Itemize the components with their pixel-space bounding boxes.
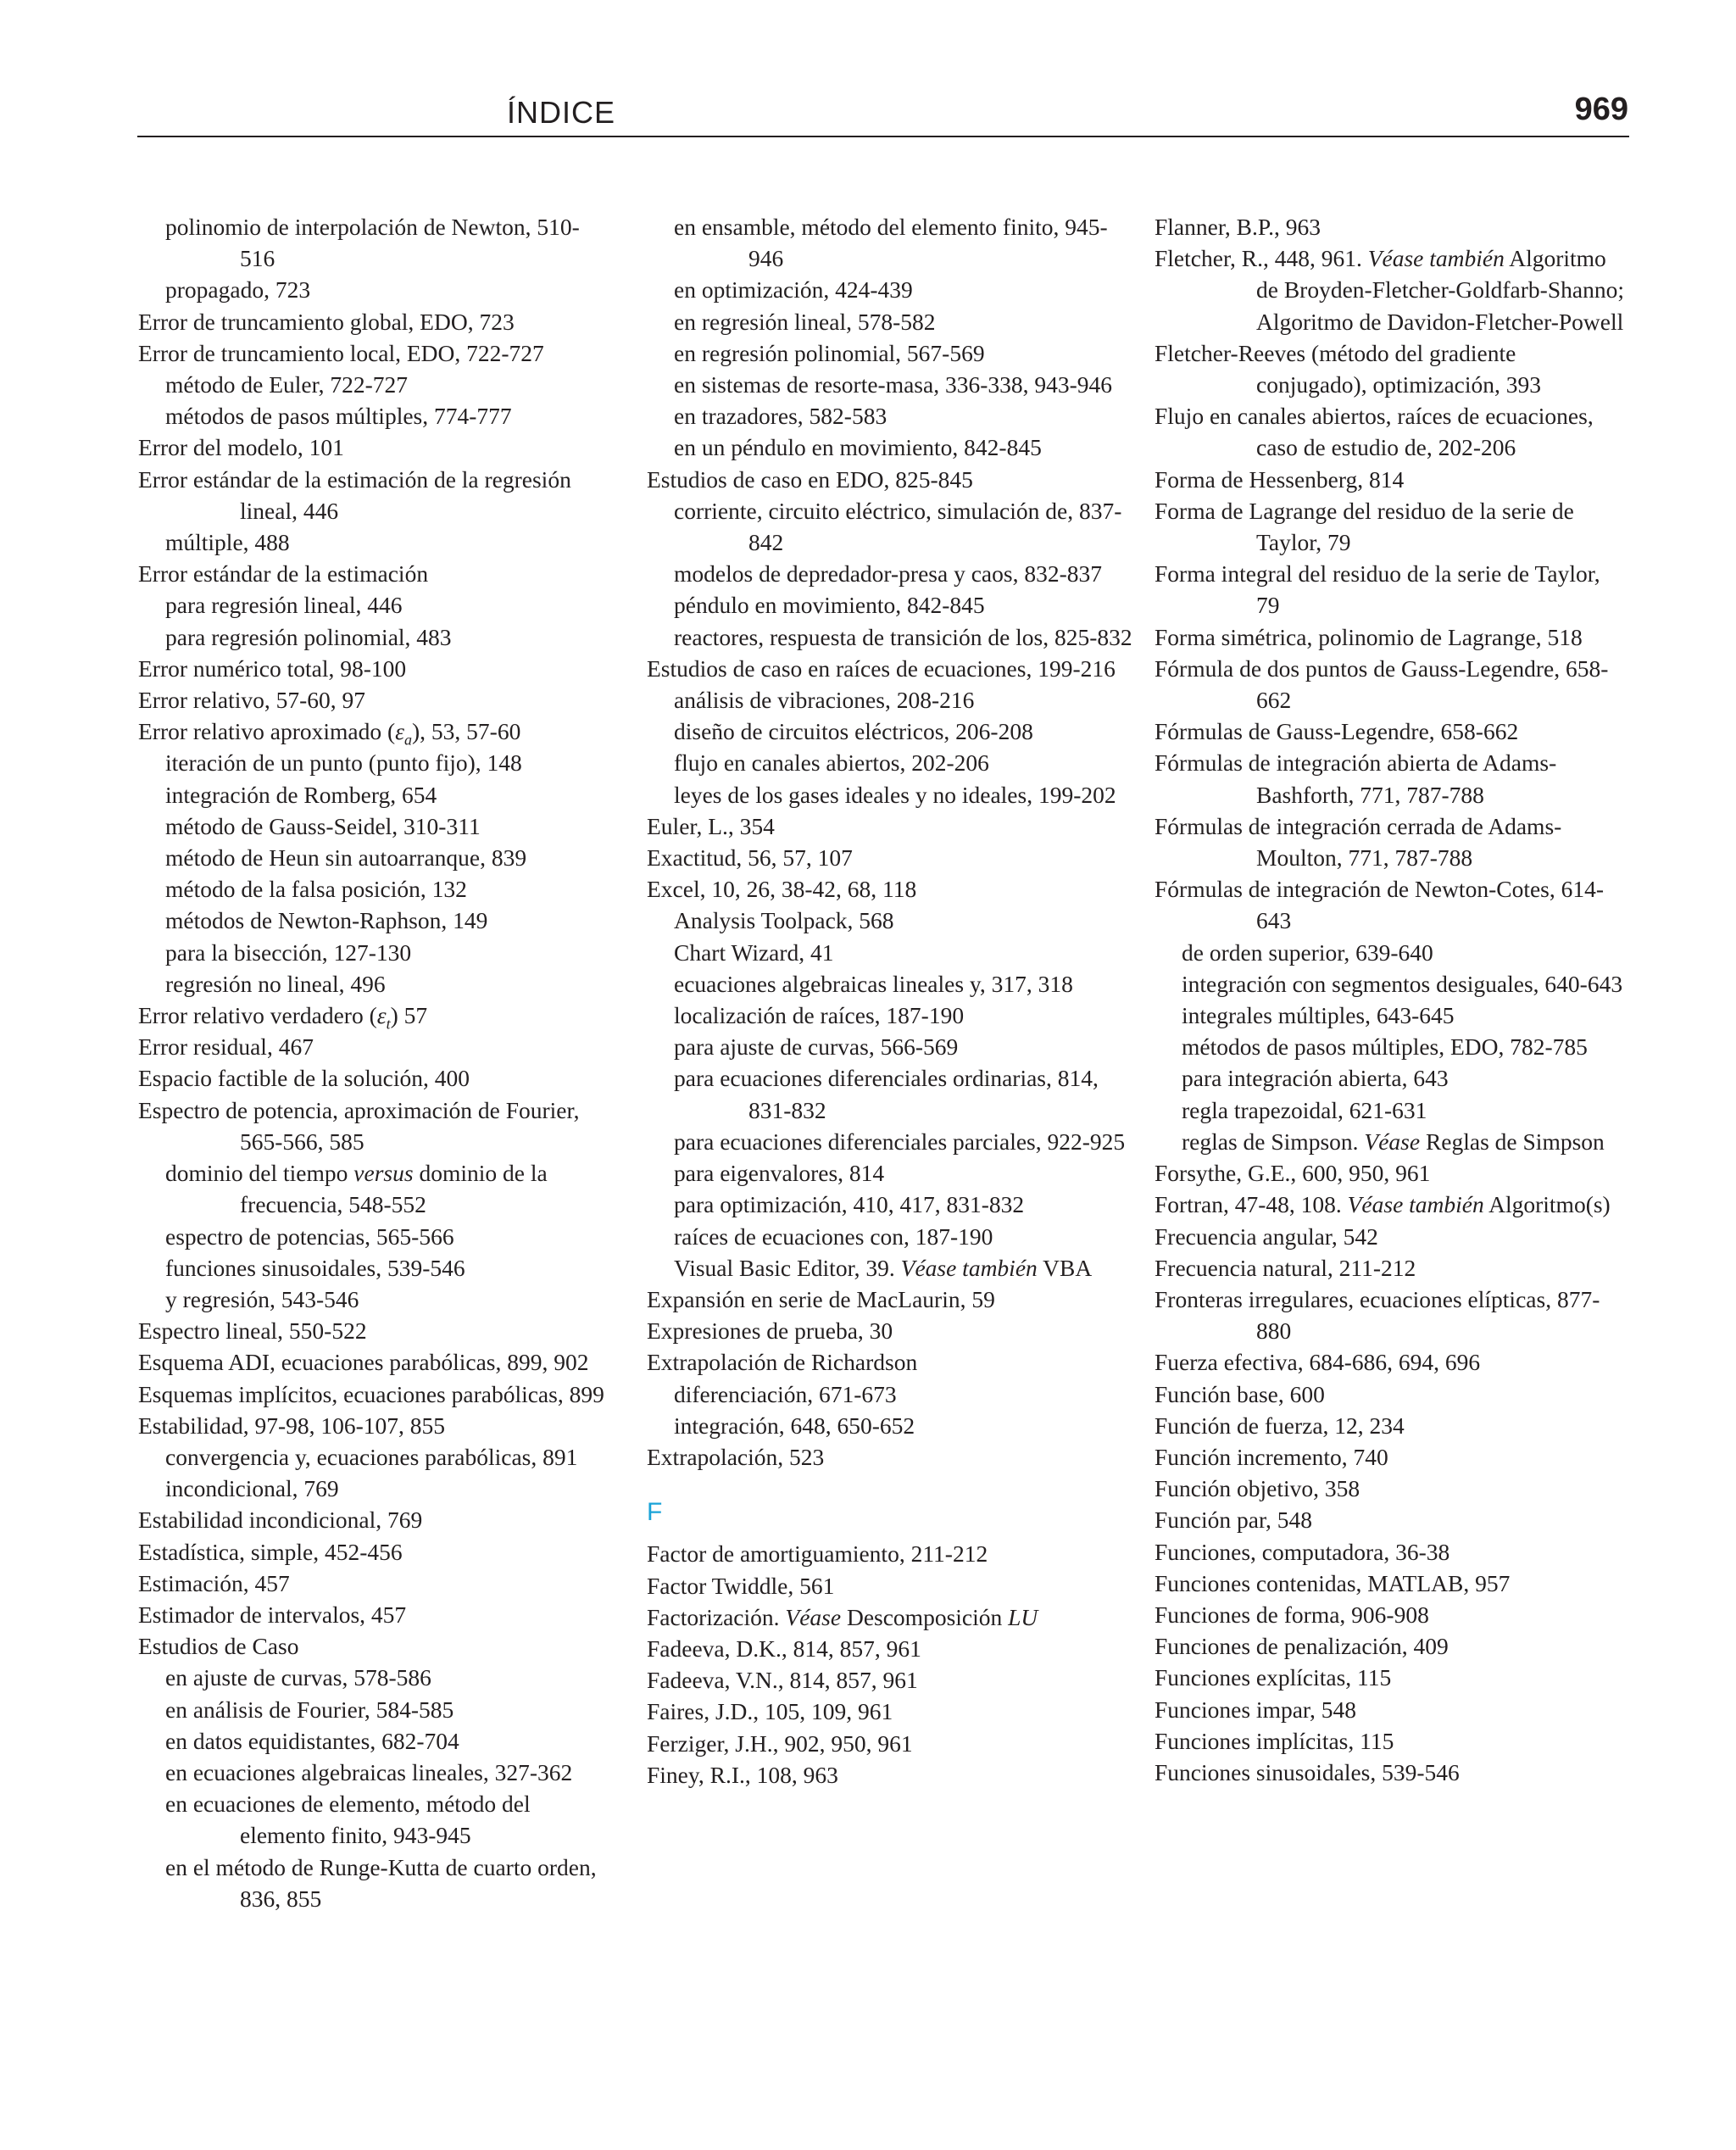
index-subentry: y regresión, 543-546 bbox=[165, 1285, 359, 1312]
index-subentry: regla trapezoidal, 621-631 bbox=[1182, 1096, 1427, 1123]
index-entry: Finey, R.I., 108, 963 bbox=[647, 1761, 838, 1788]
index-entry: Error del modelo, 101 bbox=[138, 434, 344, 461]
index-subentry: en un péndulo en movimiento, 842-845 bbox=[674, 434, 1042, 461]
index-entry: Exactitud, 56, 57, 107 bbox=[647, 844, 853, 872]
index-entry: Funciones, computadora, 36-38 bbox=[1155, 1538, 1450, 1565]
index-entry: Error de truncamiento local, EDO, 722-727 bbox=[138, 339, 544, 366]
index-entry: Estabilidad incondicional, 769 bbox=[138, 1507, 423, 1534]
index-entry: Error residual, 467 bbox=[138, 1033, 314, 1061]
index-subentry: en ensamble, método del elemento finito, 945-946 bbox=[674, 214, 1108, 272]
index-subentry: en análisis de Fourier, 584-585 bbox=[165, 1696, 454, 1723]
index-entry: Espacio factible de la solución, 400 bbox=[138, 1065, 470, 1092]
index-subentry: para ecuaciones diferenciales ordinarias, 814, 831-832 bbox=[674, 1065, 1099, 1123]
index-subentry: leyes de los gases ideales y no ideales, 199-202 bbox=[674, 781, 1116, 808]
index-subentry: en regresión polinomial, 567-569 bbox=[674, 339, 985, 366]
index-entry: Forma de Lagrange del residuo de la serie de Taylor, 79 bbox=[1155, 497, 1574, 556]
index-entry: Frecuencia natural, 211-212 bbox=[1155, 1254, 1416, 1281]
index-subentry: Visual Basic Editor, 39. Véase también VBA bbox=[674, 1254, 1093, 1281]
index-column-2 bbox=[647, 211, 1138, 1791]
index-entry: Extrapolación de Richardson bbox=[647, 1349, 918, 1376]
index-subentry: para eigenvalores, 814 bbox=[674, 1160, 885, 1187]
italic-text: Véase bbox=[1364, 1128, 1421, 1155]
header-title: ÍNDICE bbox=[507, 95, 616, 130]
italic-text: LU bbox=[1008, 1603, 1038, 1630]
index-entry: Euler, L., 354 bbox=[647, 812, 775, 839]
index-entry: Estudios de Caso bbox=[138, 1633, 299, 1660]
page-number: 969 bbox=[1574, 92, 1628, 127]
index-entry: Funciones contenidas, MATLAB, 957 bbox=[1155, 1569, 1511, 1596]
index-entry: Esquema ADI, ecuaciones parabólicas, 899, 902 bbox=[138, 1349, 589, 1376]
index-subentry: en optimización, 424-439 bbox=[674, 276, 913, 304]
index-subentry: en trazadores, 582-583 bbox=[674, 403, 887, 430]
index-entry: Expansión en serie de MacLaurin, 59 bbox=[647, 1285, 995, 1312]
index-subentry: convergencia y, ecuaciones parabólicas, 891 bbox=[165, 1443, 578, 1470]
index-subentry: en ecuaciones de elemento, método del elemento finito, 943-945 bbox=[165, 1791, 531, 1849]
index-subentry: regresión no lineal, 496 bbox=[165, 970, 386, 997]
index-entry: Función par, 548 bbox=[1155, 1507, 1313, 1534]
index-entry: Estimación, 457 bbox=[138, 1569, 290, 1596]
index-subentry: reglas de Simpson. Véase Reglas de Simpson bbox=[1182, 1128, 1605, 1155]
index-entry: Fórmulas de integración abierta de Adams-Bashforth, 771, 787-788 bbox=[1155, 749, 1557, 808]
index-entry: Función incremento, 740 bbox=[1155, 1443, 1388, 1470]
header-rule bbox=[137, 136, 1629, 137]
index-subentry: para la bisección, 127-130 bbox=[165, 939, 412, 966]
index-subentry: diseño de circuitos eléctricos, 206-208 bbox=[674, 718, 1033, 745]
index-entry: Factor Twiddle, 561 bbox=[647, 1572, 835, 1599]
index-subentry: propagado, 723 bbox=[165, 276, 311, 304]
index-subentry: reactores, respuesta de transición de los, 825-832 bbox=[674, 623, 1132, 650]
index-subentry: corriente, circuito eléctrico, simulación de, 837-842 bbox=[674, 497, 1122, 556]
index-subentry: métodos de pasos múltiples, EDO, 782-785 bbox=[1182, 1033, 1588, 1061]
index-subentry: para ajuste de curvas, 566-569 bbox=[674, 1033, 959, 1061]
index-subentry: método de Gauss-Seidel, 310-311 bbox=[165, 812, 481, 839]
index-subentry: integración con segmentos desiguales, 640-643 bbox=[1182, 970, 1623, 997]
index-entry: Fortran, 47-48, 108. Véase también Algoritmo(s) bbox=[1155, 1191, 1611, 1218]
index-entry: Flanner, B.P., 963 bbox=[1155, 214, 1321, 240]
index-subentry: funciones sinusoidales, 539-546 bbox=[165, 1254, 465, 1281]
index-entry: Fletcher, R., 448, 961. Véase también Algoritmo de Broyden-Fletcher-Goldfarb-Shanno; Algoritmo de Davidon-Fletcher-Powell bbox=[1155, 245, 1624, 335]
index-entry: Estimador de intervalos, 457 bbox=[138, 1601, 407, 1628]
index-entry: Esquemas implícitos, ecuaciones parabólicas, 899 bbox=[138, 1380, 604, 1407]
index-entry: Funciones explícitas, 115 bbox=[1155, 1664, 1392, 1691]
index-subentry: en el método de Runge-Kutta de cuarto orden, 836, 855 bbox=[165, 1853, 597, 1912]
italic-text: Véase bbox=[785, 1603, 842, 1630]
index-entry: Expresiones de prueba, 30 bbox=[647, 1317, 893, 1345]
index-column-1 bbox=[138, 211, 613, 1914]
index-subentry: método de Heun sin autoarranque, 839 bbox=[165, 844, 527, 872]
index-subentry: polinomio de interpolación de Newton, 510-516 bbox=[165, 214, 580, 272]
index-subentry: en regresión lineal, 578-582 bbox=[674, 308, 936, 335]
index-entry: Factorización. Véase Descomposición LU bbox=[647, 1603, 1038, 1630]
index-entry: Fuerza efectiva, 684-686, 694, 696 bbox=[1155, 1349, 1481, 1376]
epsilon-symbol: $\varepsilon_a$ bbox=[395, 718, 412, 749]
index-entry: Forma integral del residuo de la serie de Taylor, 79 bbox=[1155, 560, 1600, 619]
index-subentry: péndulo en movimiento, 842-845 bbox=[674, 592, 985, 619]
index-entry: Forsythe, G.E., 600, 950, 961 bbox=[1155, 1160, 1431, 1187]
index-subentry: para regresión lineal, 446 bbox=[165, 592, 403, 619]
index-subentry: dominio del tiempo versus dominio de la frecuencia, 548-552 bbox=[165, 1160, 548, 1218]
index-entry: Frecuencia angular, 542 bbox=[1155, 1223, 1378, 1250]
index-subentry: diferenciación, 671-673 bbox=[674, 1380, 897, 1407]
index-subentry: método de la falsa posición, 132 bbox=[165, 876, 467, 903]
index-entry: Función base, 600 bbox=[1155, 1380, 1325, 1407]
index-entry: Faires, J.D., 105, 109, 961 bbox=[647, 1698, 893, 1725]
index-entry: Ferziger, J.H., 902, 950, 961 bbox=[647, 1729, 913, 1757]
index-entry: Error relativo, 57-60, 97 bbox=[138, 687, 366, 714]
index-entry: Fronteras irregulares, ecuaciones elípticas, 877-880 bbox=[1155, 1285, 1600, 1345]
index-subentry: Chart Wizard, 41 bbox=[674, 939, 834, 966]
index-entry: Error estándar de la estimación de la regresión lineal, 446 bbox=[138, 465, 571, 524]
index-entry: Espectro de potencia, aproximación de Fourier, 565-566, 585 bbox=[138, 1096, 580, 1155]
index-entry: Fadeeva, D.K., 814, 857, 961 bbox=[647, 1635, 921, 1662]
index-entry: Fórmulas de Gauss-Legendre, 658-662 bbox=[1155, 718, 1519, 745]
index-subentry: ecuaciones algebraicas lineales y, 317, 318 bbox=[674, 970, 1073, 997]
index-entry: Fórmulas de integración de Newton-Cotes, 614-643 bbox=[1155, 876, 1605, 934]
index-column-3 bbox=[1155, 211, 1629, 1788]
index-subentry: método de Euler, 722-727 bbox=[165, 371, 409, 398]
index-entry: Error numérico total, 98-100 bbox=[138, 654, 407, 682]
index-subentry: para optimización, 410, 417, 831-832 bbox=[674, 1191, 1025, 1218]
index-entry: Funciones implícitas, 115 bbox=[1155, 1727, 1394, 1754]
index-subentry: para regresión polinomial, 483 bbox=[165, 623, 452, 650]
index-subentry: raíces de ecuaciones con, 187-190 bbox=[674, 1223, 993, 1250]
index-entry: Estadística, simple, 452-456 bbox=[138, 1538, 403, 1565]
index-entry: Función de fuerza, 12, 234 bbox=[1155, 1412, 1405, 1439]
index-entry: Funciones sinusoidales, 539-546 bbox=[1155, 1758, 1460, 1785]
italic-text: Véase también bbox=[1347, 1191, 1484, 1218]
index-entry: Estudios de caso en EDO, 825-845 bbox=[647, 465, 973, 493]
index-subentry: en datos equidistantes, 682-704 bbox=[165, 1727, 459, 1754]
index-subentry: análisis de vibraciones, 208-216 bbox=[674, 687, 975, 714]
index-entry: Fórmula de dos puntos de Gauss-Legendre, 658-662 bbox=[1155, 654, 1609, 714]
index-subentry: localización de raíces, 187-190 bbox=[674, 1002, 965, 1029]
index-entry: Excel, 10, 26, 38-42, 68, 118 bbox=[647, 876, 917, 903]
italic-text: Véase también bbox=[900, 1254, 1038, 1281]
index-entry: Fletcher-Reeves (método del gradiente conjugado), optimización, 393 bbox=[1155, 339, 1542, 398]
index-subentry: incondicional, 769 bbox=[165, 1475, 339, 1502]
index-entry: Forma simétrica, polinomio de Lagrange, 518 bbox=[1155, 623, 1583, 650]
index-subentry: en ajuste de curvas, 578-586 bbox=[165, 1664, 431, 1691]
index-entry: Estabilidad, 97-98, 106-107, 855 bbox=[138, 1412, 446, 1439]
index-subentry: Analysis Toolpack, 568 bbox=[674, 907, 894, 934]
index-subentry: en ecuaciones algebraicas lineales, 327-362 bbox=[165, 1758, 573, 1785]
index-subentry: integración, 648, 650-652 bbox=[674, 1412, 915, 1439]
index-entry: Error relativo verdadero $(\varepsilon_t)$ 57 bbox=[138, 1002, 428, 1033]
italic-text: versus bbox=[353, 1160, 414, 1187]
index-entry: Factor de amortiguamiento, 211-212 bbox=[647, 1540, 988, 1568]
index-subentry: métodos de pasos múltiples, 774-777 bbox=[165, 403, 512, 430]
index-subentry: para ecuaciones diferenciales parciales, 922-925 bbox=[674, 1128, 1126, 1155]
index-subentry: espectro de potencias, 565-566 bbox=[165, 1223, 454, 1250]
index-entry: Error de truncamiento global, EDO, 723 bbox=[138, 308, 515, 335]
index-subentry: de orden superior, 639-640 bbox=[1182, 939, 1433, 966]
index-entry: Forma de Hessenberg, 814 bbox=[1155, 465, 1405, 493]
index-subentry: múltiple, 488 bbox=[165, 529, 290, 556]
index-entry: Funciones de penalización, 409 bbox=[1155, 1633, 1449, 1660]
index-entry: Fadeeva, V.N., 814, 857, 961 bbox=[647, 1667, 918, 1694]
index-entry: Funciones impar, 548 bbox=[1155, 1696, 1356, 1723]
index-entry: Flujo en canales abiertos, raíces de ecuaciones, caso de estudio de, 202-206 bbox=[1155, 403, 1594, 461]
index-entry: Error estándar de la estimación bbox=[138, 560, 429, 588]
epsilon-symbol: $\varepsilon_t$ bbox=[376, 1002, 391, 1033]
index-subentry: integrales múltiples, 643-645 bbox=[1182, 1002, 1455, 1029]
italic-text: Véase también bbox=[1367, 245, 1505, 272]
index-entry: Espectro lineal, 550-522 bbox=[138, 1317, 367, 1345]
index-subentry: métodos de Newton-Raphson, 149 bbox=[165, 907, 488, 934]
index-entry: Extrapolación, 523 bbox=[647, 1443, 825, 1470]
index-entry: Función objetivo, 358 bbox=[1155, 1475, 1360, 1502]
index-subentry: iteración de un punto (punto fijo), 148 bbox=[165, 749, 522, 777]
index-subentry: para integración abierta, 643 bbox=[1182, 1065, 1449, 1092]
index-subentry: flujo en canales abiertos, 202-206 bbox=[674, 749, 989, 777]
index-entry: Estudios de caso en raíces de ecuaciones, 199-216 bbox=[647, 654, 1116, 682]
index-subentry: en sistemas de resorte-masa, 336-338, 943-946 bbox=[674, 371, 1113, 398]
index-entry: Funciones de forma, 906-908 bbox=[1155, 1601, 1429, 1628]
index-subentry: modelos de depredador-presa y caos, 832-837 bbox=[674, 560, 1102, 588]
index-entry: Fórmulas de integración cerrada de Adams-Moulton, 771, 787-788 bbox=[1155, 812, 1562, 872]
index-subentry: integración de Romberg, 654 bbox=[165, 781, 437, 808]
index-entry: Error relativo aproximado $(\varepsilon_a)$, 53, 57-60 bbox=[138, 718, 521, 749]
section-letter: F bbox=[647, 1498, 663, 1527]
